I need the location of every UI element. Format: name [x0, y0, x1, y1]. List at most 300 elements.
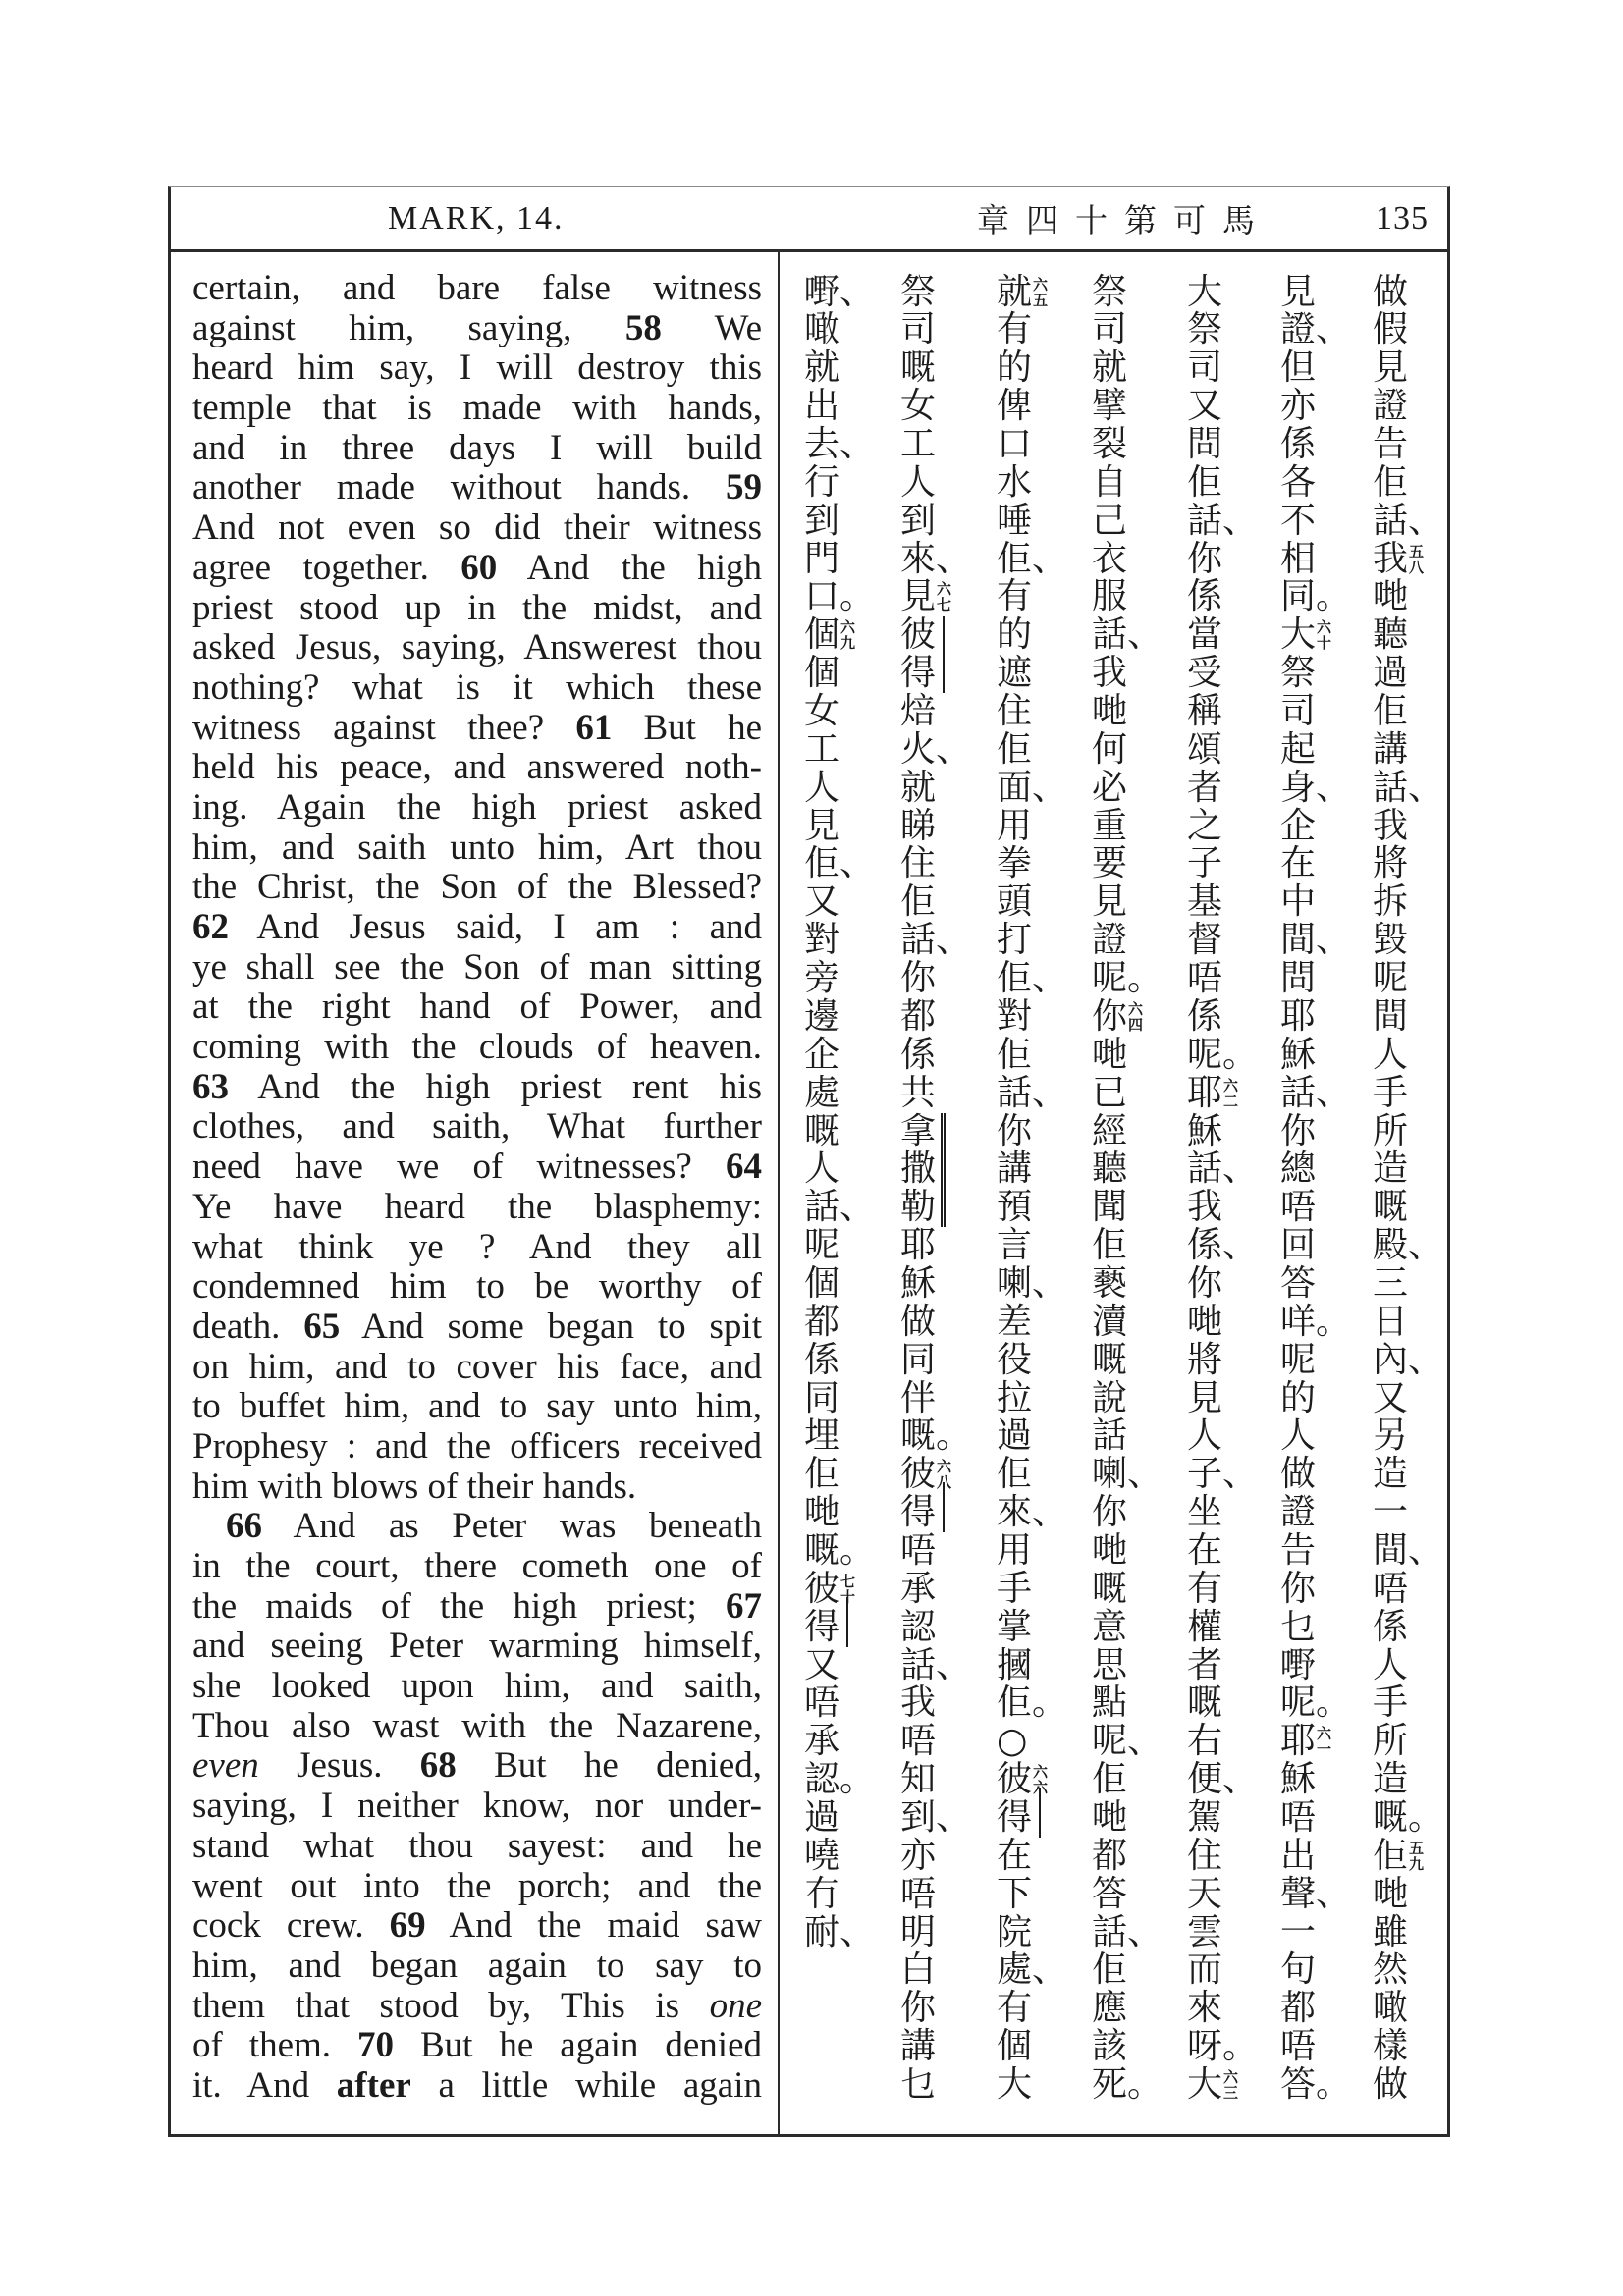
- chinese-char: 做: [1373, 271, 1409, 312]
- chinese-char: 各: [1280, 461, 1317, 503]
- chinese-char: 話、: [1092, 1911, 1163, 1952]
- chinese-char: 手: [997, 1568, 1033, 1609]
- chinese-char: 承: [804, 1721, 840, 1762]
- verse-number: 六五: [1033, 275, 1049, 309]
- verse-number: 六六: [1033, 1763, 1049, 1797]
- chinese-char: 嘢: [1280, 1644, 1317, 1685]
- chinese-char: 係: [1280, 424, 1317, 465]
- chinese-char: 佢: [900, 881, 937, 923]
- chinese-char: 企: [1280, 805, 1317, 846]
- char-glyph: 見: [900, 576, 937, 617]
- chinese-char: 見: [1187, 1377, 1223, 1418]
- chinese-char: 殿、: [1373, 1225, 1444, 1266]
- text-line: And not even so did their witness: [192, 507, 762, 549]
- chinese-char: 話: [1092, 1415, 1128, 1457]
- text-line: [192, 309, 762, 349]
- chinese-char: 問: [1187, 424, 1223, 465]
- chinese-char: 穌: [900, 1262, 937, 1304]
- verse-number: 六九: [840, 618, 856, 653]
- chinese-char: 見: [1092, 881, 1128, 923]
- chinese-char: 坐: [1187, 1492, 1223, 1533]
- chinese-char: 當: [1187, 614, 1223, 656]
- chinese-char: 過: [804, 1796, 840, 1838]
- text-line: clothes, and saith, What further: [192, 1106, 762, 1148]
- chinese-char: 司: [1280, 691, 1317, 732]
- text-line: [192, 1507, 762, 1547]
- chinese-char: 唔: [1373, 1568, 1409, 1609]
- chinese-char: 點: [1092, 1682, 1128, 1724]
- chinese-char: 嘅: [1187, 1682, 1223, 1724]
- text-run: it. And: [192, 2064, 337, 2106]
- chinese-char: 手: [1373, 1072, 1409, 1113]
- text-run: And Jesus said, I am : and: [229, 907, 762, 947]
- chinese-char: 乜: [1280, 1606, 1317, 1647]
- chinese-char: 工: [804, 728, 840, 770]
- text-line: [192, 1587, 762, 1628]
- chinese-char: 你: [1187, 538, 1223, 579]
- verse-number: 67: [726, 1585, 762, 1627]
- chinese-char: 役: [997, 1339, 1033, 1380]
- chinese-char: 住: [900, 843, 937, 884]
- chinese-char: 呢。: [1092, 958, 1163, 999]
- chinese-char: 認: [900, 1606, 937, 1647]
- chinese-char: 佢、: [804, 843, 876, 884]
- chinese-char: 你: [997, 1110, 1033, 1151]
- chinese-char: 白: [900, 1949, 937, 1991]
- chinese-char: 者: [1187, 767, 1223, 808]
- text-line: Ye have heard the blasphemy:: [192, 1186, 762, 1227]
- chinese-char: 頭: [997, 881, 1033, 923]
- char-glyph: 勒: [900, 1187, 937, 1228]
- chinese-char: 呀。: [1187, 2026, 1259, 2067]
- chinese-char: 穌: [1187, 1110, 1223, 1151]
- char-glyph: 得: [997, 1796, 1033, 1838]
- chinese-char: 個: [997, 2026, 1033, 2067]
- chinese-char: 都: [804, 1301, 840, 1342]
- chinese-char: 咩。: [1280, 1301, 1352, 1342]
- chinese-char: 嘅。: [1373, 1796, 1444, 1838]
- chinese-char: 拆: [1373, 881, 1409, 923]
- verse-number: 61: [575, 707, 613, 748]
- text-line: [192, 709, 762, 749]
- chinese-char: 耶: [900, 1225, 937, 1266]
- chinese-char: 呢。: [1280, 1682, 1352, 1724]
- chinese-char: 又: [1187, 386, 1223, 427]
- italic-word: even: [192, 1745, 259, 1787]
- chinese-char: 佢: [997, 728, 1033, 770]
- text-line: in the court, there cometh one of: [192, 1546, 762, 1586]
- chinese-char: 另: [1373, 1415, 1409, 1457]
- chinese-char: 答。: [1280, 2063, 1352, 2105]
- chinese-char: 聽: [1092, 1148, 1128, 1190]
- chinese-char: 人: [1373, 1644, 1409, 1685]
- chinese-char: 有: [997, 309, 1033, 350]
- chinese-char: 見: [1280, 271, 1317, 312]
- chinese-char: 到、: [900, 1796, 972, 1838]
- chinese-char: 同: [804, 1377, 840, 1418]
- chinese-char: 預: [997, 1187, 1033, 1228]
- running-head-english: MARK, 14.: [388, 200, 565, 237]
- chinese-char: 問: [1280, 958, 1317, 999]
- chinese-char: 起: [1280, 728, 1317, 770]
- chinese-char: 唔: [1280, 1187, 1317, 1228]
- chinese-char: 佢: [1092, 1759, 1128, 1800]
- chinese-char: 的: [997, 614, 1033, 656]
- chinese-char: 頌: [1187, 728, 1223, 770]
- chinese-char: 你: [1092, 1492, 1128, 1533]
- chinese-char: 口。: [804, 576, 876, 617]
- chinese-char: 水: [997, 461, 1033, 503]
- verse-number: 六七: [937, 580, 952, 614]
- chinese-char: 證、: [1280, 309, 1352, 350]
- chinese-char: 住: [997, 691, 1033, 732]
- chinese-char: 都: [900, 995, 937, 1037]
- chinese-char: 但: [1280, 347, 1317, 389]
- chinese-char: 雲: [1187, 1911, 1223, 1952]
- chinese-char: 佢: [1092, 1225, 1128, 1266]
- verse-number: 六四: [1128, 999, 1144, 1034]
- text-run: witness against thee?: [192, 707, 576, 748]
- chinese-char: 樣: [1373, 2026, 1409, 2067]
- chinese-char: 司: [1092, 309, 1128, 350]
- text-line: [192, 908, 762, 948]
- chinese-char: 人: [804, 767, 840, 808]
- chinese-char: 證: [1373, 386, 1409, 427]
- text-line: saying, I neither know, nor under-: [192, 1786, 762, 1827]
- chinese-char: 睇: [900, 805, 937, 846]
- char-glyph: 拿: [900, 1110, 937, 1151]
- chinese-char: 佢: [1187, 461, 1223, 503]
- chinese-char: 身、: [1280, 767, 1352, 808]
- chinese-char: 服: [1092, 576, 1128, 617]
- text-run: And the high priest rent his: [229, 1066, 762, 1107]
- chinese-char: 呢: [1280, 1339, 1317, 1380]
- text-line: coming with the clouds of heaven.: [192, 1027, 762, 1068]
- verse-number: 60: [460, 547, 498, 588]
- verse-number: 六十: [1317, 618, 1332, 653]
- char-glyph: 得: [900, 1492, 937, 1533]
- chinese-char: 係: [1187, 576, 1223, 617]
- chinese-char: 做: [900, 1301, 937, 1342]
- chinese-char: 摑: [997, 1644, 1033, 1685]
- chinese-char: 來、: [997, 1492, 1068, 1533]
- chinese-char: 處、: [997, 1949, 1068, 1991]
- chinese-char: 呢: [804, 1225, 840, 1266]
- chinese-char: 埋: [804, 1415, 840, 1457]
- verse-number: 66: [226, 1506, 262, 1547]
- chinese-char: 權: [1187, 1606, 1223, 1647]
- chinese-char: 說: [1092, 1377, 1128, 1418]
- chinese-char: 就: [804, 347, 840, 389]
- chinese-char: 嘢、: [804, 271, 876, 312]
- chinese-char: 我: [1092, 653, 1128, 694]
- chinese-char: 住: [1187, 1835, 1223, 1876]
- chinese-char: 的: [997, 347, 1033, 389]
- chinese-char: 佢: [1373, 691, 1409, 732]
- chinese-char: 企: [804, 1034, 840, 1075]
- chinese-char: 假: [1373, 309, 1409, 350]
- chinese-char: 遮: [997, 653, 1033, 694]
- chinese-char: 告: [1280, 1529, 1317, 1571]
- verse-number: 七十: [840, 1572, 856, 1606]
- chinese-char: 句: [1280, 1949, 1317, 1991]
- chinese-char: 個: [804, 1262, 840, 1304]
- chinese-char: 祭: [1187, 309, 1223, 350]
- text-line: to buffet him, and to say unto him,: [192, 1386, 762, 1427]
- verse-number: 62: [192, 907, 229, 947]
- verse-number: 69: [389, 1905, 426, 1947]
- chinese-char: 哋: [1092, 1796, 1128, 1838]
- chinese-char: 該: [1092, 2026, 1128, 2067]
- chinese-char: 一: [1280, 1911, 1317, 1952]
- chinese-char: 乜: [900, 2063, 937, 2105]
- chinese-char: 邊: [804, 995, 840, 1037]
- chinese-char: 嘅: [900, 347, 937, 389]
- chinese-char: 人: [1373, 1034, 1409, 1075]
- chinese-char: 造: [1373, 1759, 1409, 1800]
- text-line: [192, 2026, 762, 2066]
- text-line: him, and saith unto him, Art thou: [192, 827, 762, 868]
- chinese-char: 手: [1373, 1682, 1409, 1724]
- text-line: on him, and to cover his face, and: [192, 1346, 762, 1387]
- chinese-char: 督: [1187, 920, 1223, 961]
- chinese-char: 就: [900, 767, 937, 808]
- text-line: the Christ, the Son of the Blessed?: [192, 867, 762, 908]
- chinese-char: 唔: [900, 1873, 937, 1914]
- chinese-char: 人: [804, 1148, 840, 1190]
- text-run: And as Peter was beneath: [262, 1506, 762, 1547]
- chinese-char: 佢、: [997, 958, 1068, 999]
- chinese-char: 出: [804, 386, 840, 427]
- chinese-char: 係: [1187, 995, 1223, 1037]
- chinese-char: 之: [1187, 805, 1223, 846]
- chinese-char: 駕: [1187, 1796, 1223, 1838]
- char-glyph: 彼: [900, 614, 937, 656]
- chinese-char: 面、: [997, 767, 1068, 808]
- chinese-char: 者: [1187, 1644, 1223, 1685]
- chinese-char: 司: [1187, 347, 1223, 389]
- chinese-char: 嘅: [1373, 1187, 1409, 1228]
- text-line: ye shall see the Son of man sitting: [192, 946, 762, 988]
- chinese-char: 用: [997, 805, 1033, 846]
- chinese-char: 過: [1373, 653, 1409, 694]
- text-line: priest stood up in the midst, and: [192, 587, 762, 628]
- chinese-char: 嘅: [1092, 1339, 1128, 1380]
- chinese-char: 意: [1092, 1606, 1128, 1647]
- chinese-char: 重: [1092, 805, 1128, 846]
- chinese-char: 火、: [900, 728, 972, 770]
- text-line: went out into the porch; and the: [192, 1865, 762, 1906]
- text-run: agree together.: [192, 547, 461, 588]
- chinese-char: 話、: [1092, 614, 1163, 656]
- chinese-char: 對: [804, 920, 840, 961]
- text-run: Jesus.: [258, 1745, 420, 1787]
- chinese-char: 將: [1373, 843, 1409, 884]
- chinese-char: 係: [804, 1339, 840, 1380]
- chinese-char: 基: [1187, 881, 1223, 923]
- chinese-char: 而: [1187, 1949, 1223, 1991]
- text-line: Thou also wast with the Nazarene,: [192, 1705, 762, 1746]
- text-line: heard him say, I will destroy this: [192, 347, 762, 389]
- chinese-char: 已: [1092, 1072, 1128, 1113]
- text-line: and seeing Peter warming himself,: [192, 1626, 762, 1667]
- chinese-char: 不: [1280, 500, 1317, 541]
- chinese-char: 有: [997, 1988, 1033, 2029]
- chinese-char: 佢: [1373, 461, 1409, 503]
- chinese-char: 處: [804, 1072, 840, 1113]
- verse-number: 六三: [1223, 2067, 1239, 2102]
- chinese-char: 用: [997, 1529, 1033, 1571]
- chinese-char: 話、: [1373, 500, 1444, 541]
- chinese-char: 在: [1280, 843, 1317, 884]
- chinese-char: 哋: [1373, 576, 1409, 617]
- chinese-char: 係、: [1187, 1225, 1259, 1266]
- chinese-char: 門: [804, 538, 840, 579]
- chinese-char: 祭: [1092, 271, 1128, 312]
- chinese-char: 己: [1092, 500, 1128, 541]
- chinese-char: 話、: [1280, 1072, 1352, 1113]
- chinese-char: 又: [804, 1644, 840, 1685]
- chinese-char: 大: [1187, 271, 1223, 312]
- chinese-char: 證: [1092, 920, 1128, 961]
- verse-number: 70: [357, 2025, 394, 2066]
- text-line: at the right hand of Power, and: [192, 987, 762, 1028]
- chinese-char: 係: [900, 1034, 937, 1075]
- text-run: cock crew.: [192, 1905, 390, 1947]
- text-line: Prophesy : and the officers received: [192, 1425, 762, 1467]
- chinese-char: 答: [1280, 1262, 1317, 1304]
- english-column: [192, 269, 762, 2107]
- chinese-char: 就: [1092, 347, 1128, 389]
- chinese-char: 呢: [1373, 958, 1409, 999]
- char-glyph: 彼: [900, 1454, 937, 1495]
- chinese-char: 過: [997, 1415, 1033, 1457]
- verse-number: 五九: [1409, 1839, 1425, 1873]
- chinese-char: 證: [1280, 1492, 1317, 1533]
- chinese-char: 耐、: [804, 1911, 876, 1952]
- chinese-char: 唾: [997, 500, 1033, 541]
- text-line: she looked upon him, and saith,: [192, 1666, 762, 1707]
- verse-number: 五八: [1409, 542, 1425, 576]
- text-line: what think ye ? And they all: [192, 1226, 762, 1267]
- chinese-char: 三: [1373, 1262, 1409, 1304]
- chinese-char: 褻: [1092, 1262, 1128, 1304]
- chinese-char: 便、: [1187, 1759, 1259, 1800]
- chinese-char: 伴: [900, 1377, 937, 1418]
- chinese-char: 呢。: [1187, 1034, 1259, 1075]
- chinese-char: 噉: [804, 309, 840, 350]
- chinese-char: 都: [1092, 1835, 1128, 1876]
- chinese-char: 佢: [804, 1454, 840, 1495]
- chinese-char: 唔: [1280, 1796, 1317, 1838]
- char-glyph: 得: [900, 653, 937, 694]
- text-line: [192, 549, 762, 589]
- chinese-char: 講: [1373, 728, 1409, 770]
- chinese-char: 聞: [1092, 1187, 1128, 1228]
- char-glyph: 耶: [1280, 1721, 1317, 1762]
- text-line: him, and began again to say to: [192, 1945, 762, 1986]
- text-line: [192, 1906, 762, 1947]
- chinese-char: 嘅。: [900, 1415, 972, 1457]
- chinese-char: 唔: [900, 1529, 937, 1571]
- text-run: against him, saying,: [192, 307, 625, 348]
- chinese-char: 嘅: [1092, 1568, 1128, 1609]
- chinese-char: 哋: [1092, 1034, 1128, 1075]
- chinese-char: 亦: [1280, 386, 1317, 427]
- chinese-char: 言: [997, 1225, 1033, 1266]
- chinese-char: 告: [1373, 424, 1409, 465]
- chinese-char: 共: [900, 1072, 937, 1113]
- chinese-char: 冇: [804, 1873, 840, 1914]
- chinese-char: 造: [1373, 1148, 1409, 1190]
- char-glyph: 大: [1280, 614, 1317, 656]
- chinese-char: 你: [1280, 1110, 1317, 1151]
- chinese-char: 下: [997, 1873, 1033, 1914]
- chinese-char: 耶: [1280, 995, 1317, 1037]
- text-run: another made without hands.: [192, 467, 726, 508]
- text-run: And the maid saw: [425, 1905, 763, 1947]
- chinese-char: 在: [997, 1835, 1033, 1876]
- chinese-char: 同。: [1280, 576, 1352, 617]
- chinese-char: 唔: [900, 1721, 937, 1762]
- text-line: held his peace, and answered noth-: [192, 747, 762, 788]
- chinese-char: 話、: [804, 1187, 876, 1228]
- verse-number: 65: [303, 1306, 341, 1347]
- verse-number: 63: [192, 1066, 229, 1107]
- text-line: condemned him to be worthy of: [192, 1266, 762, 1308]
- chinese-char: 何: [1092, 728, 1128, 770]
- verse-number: 59: [726, 467, 762, 508]
- chinese-char: 人: [900, 461, 937, 503]
- chinese-char: 裂: [1092, 424, 1128, 465]
- page-number: 135: [1376, 200, 1429, 237]
- chinese-char: 你: [1187, 1262, 1223, 1304]
- chinese-char: 大: [997, 2063, 1033, 2105]
- chinese-char: 日: [1373, 1301, 1409, 1342]
- chinese-char: 自: [1092, 461, 1128, 503]
- chinese-char: 人: [1187, 1415, 1223, 1457]
- chinese-char: 司: [900, 309, 937, 350]
- char-glyph: 得: [804, 1606, 840, 1647]
- chinese-char: 喇、: [997, 1262, 1068, 1304]
- chinese-char: 思: [1092, 1644, 1128, 1685]
- chinese-char: 然: [1373, 1949, 1409, 1991]
- verse-number: 68: [419, 1745, 457, 1787]
- chinese-char: 雖: [1373, 1911, 1409, 1952]
- chinese-char: 唔: [804, 1682, 840, 1724]
- chinese-char: 一: [1373, 1492, 1409, 1533]
- verse-number: 六二: [1223, 1076, 1239, 1110]
- chinese-char: 間、: [1280, 920, 1352, 961]
- chinese-char: 話、: [997, 1072, 1068, 1113]
- chinese-char: 相: [1280, 538, 1317, 579]
- chinese-char: 我: [1373, 805, 1409, 846]
- chinese-char: 子: [1187, 843, 1223, 884]
- chinese-char: 人: [1280, 1415, 1317, 1457]
- chinese-char: 唔: [1280, 2026, 1317, 2067]
- text-line: certain, and bare false witness: [192, 268, 762, 308]
- char-glyph: 佢: [1373, 1835, 1409, 1876]
- chinese-char: 受: [1187, 653, 1223, 694]
- chinese-char: 見: [1373, 347, 1409, 389]
- chinese-char: 要: [1092, 843, 1128, 884]
- chinese-char: 佢、: [997, 538, 1068, 579]
- text-line: [192, 1746, 762, 1787]
- chinese-char: ○: [997, 1721, 1028, 1762]
- chinese-char: 女: [804, 691, 840, 732]
- chinese-char: 喇、: [1092, 1454, 1163, 1495]
- text-line: ing. Again the high priest asked: [192, 786, 762, 828]
